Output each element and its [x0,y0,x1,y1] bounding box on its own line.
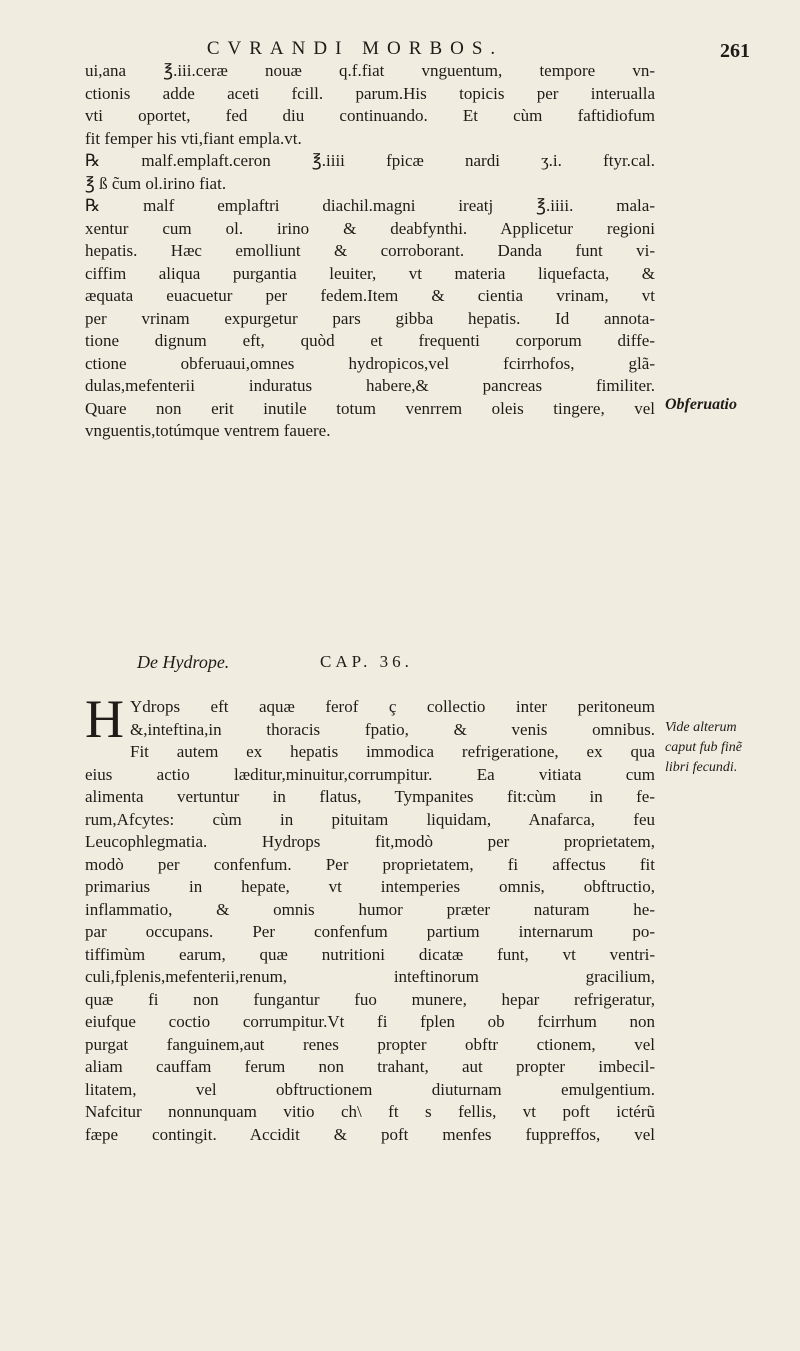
drop-cap: H [85,689,124,749]
text-line: eiufque coctio corrumpitur.Vt fi fplen ob fcirrhum non [85,1012,655,1031]
text-line: tione dignum eft, quòd et frequenti corporum diffe- [85,331,655,350]
recipe-line: ℞ malf emplaftri diachil.magni ireatj ℥.iiii. mala- [85,196,655,215]
text-line: vti oportet, fed diu continuando. Et cùm faftidiofum [85,106,655,125]
text-line: ui,ana ℥.iii.ceræ nouæ q.f.fiat vnguentum, tempore vn- [85,61,655,80]
recipe-line: ℞ malf.emplaft.ceron ℥.iiii fpicæ nardi ʒ.i. ftyr.cal. [85,151,655,170]
text-line: aliam cauffam ferum non trahant, aut propter imbecil- [85,1057,655,1076]
text-line: ctionis adde aceti fcill. parum.His topicis per interualla [85,83,655,103]
text-line: par occupans. Per confenfum partium internarum po- [85,922,655,941]
text-line: xentur cum ol. irino & deabfynthi. Applicetur regioni [85,218,655,238]
text-line: vnguentis,totúmque ventrem fauere. [85,421,331,440]
text-line: fit femper his vti,fiant empla.vt. [85,128,302,148]
text-line: litatem, vel obftructionem diuturnam emulgentium. [85,1079,655,1099]
text-line: Nafcitur nonnunquam vitio ch\ ft s fellis, vt poft ictérũ [85,1102,655,1121]
text-line: eius actio læditur,minuitur,corrumpitur. Ea vitiata cum [85,764,655,784]
paragraph-remedies [85,60,655,443]
text-line: per vrinam expurgetur pars gibba hepatis. Id annota- [85,308,655,328]
text-line: inflammatio, & omnis humor præter naturam he- [85,899,655,919]
text-line: rum,Afcytes: cùm in pituitam liquidam, Anafarca, feu [85,809,655,829]
text-line: ctione obferuaui,omnes hydropicos,vel fcirrhofos, glã- [85,353,655,373]
text-line: &,inteftina,in thoracis fpatio, & venis omnibus. [130,719,655,739]
margin-note-line: caput fub finẽ [665,740,742,755]
recipe-line: ℥ ß c̃um ol.irino fiat. [85,173,227,193]
text-line: culi,fplenis,mefenterii,renum, inteftinorum gracilium, [85,967,655,986]
text-line: purgat fanguinem,aut renes propter obftr ctionem, vel [85,1034,655,1054]
text-line: ciffim aliqua purgantia leuiter, vt materia liquefacta, & [85,263,655,283]
chapter-number: CAP. 36. [320,652,413,671]
text-line: dulas,mefenterii induratus habere,& pancreas fimiliter. [85,376,655,395]
margin-note-cross-reference [665,718,742,778]
text-line: Quare non erit inutile totum venrrem oleis tingere, vel [85,398,655,418]
margin-note-line: Vide alterum [665,720,737,735]
text-line: æquata euacuetur per fedem.Item & cientia vrinam, vt [85,286,655,305]
margin-note-observatio: Obferuatio [665,396,737,413]
text-line: hepatis. Hæc emolliunt & corroborant. Danda funt vi- [85,241,655,260]
text-line: Ydrops eft aquæ ferof ç collectio inter peritoneum [130,697,655,716]
page-number: 261 [720,40,750,62]
text-line: tiffimùm earum, quæ nutritioni dicatæ funt, vt ventri- [85,944,655,964]
chapter-title: De Hydrope. [137,652,230,672]
text-line: Leucophlegmatia. Hydrops fit,modò per proprietatem, [85,832,655,851]
text-line: Fit autem ex hepatis immodica refrigeratione, ex qua [130,742,655,761]
text-line: alimenta vertuntur in flatus, Tympanites fit:cùm in fe- [85,787,655,806]
running-head: CVRANDI MORBOS. [206,38,504,59]
paragraph-hydrops [85,689,655,1146]
text-line: quæ fi non fungantur fuo munere, hepar refrigeratur, [85,989,655,1009]
chapter-heading [85,652,655,676]
text-line: primarius in hepate, vt intemperies omnis, obftructio, [85,877,655,896]
text-line: fæpe contingit. Accidit & poft menfes fuppreffos, vel [85,1124,655,1144]
margin-note-line: libri fecundi. [665,760,738,775]
text-line: modò per confenfum. Per proprietatem, fi affectus fit [85,854,655,874]
